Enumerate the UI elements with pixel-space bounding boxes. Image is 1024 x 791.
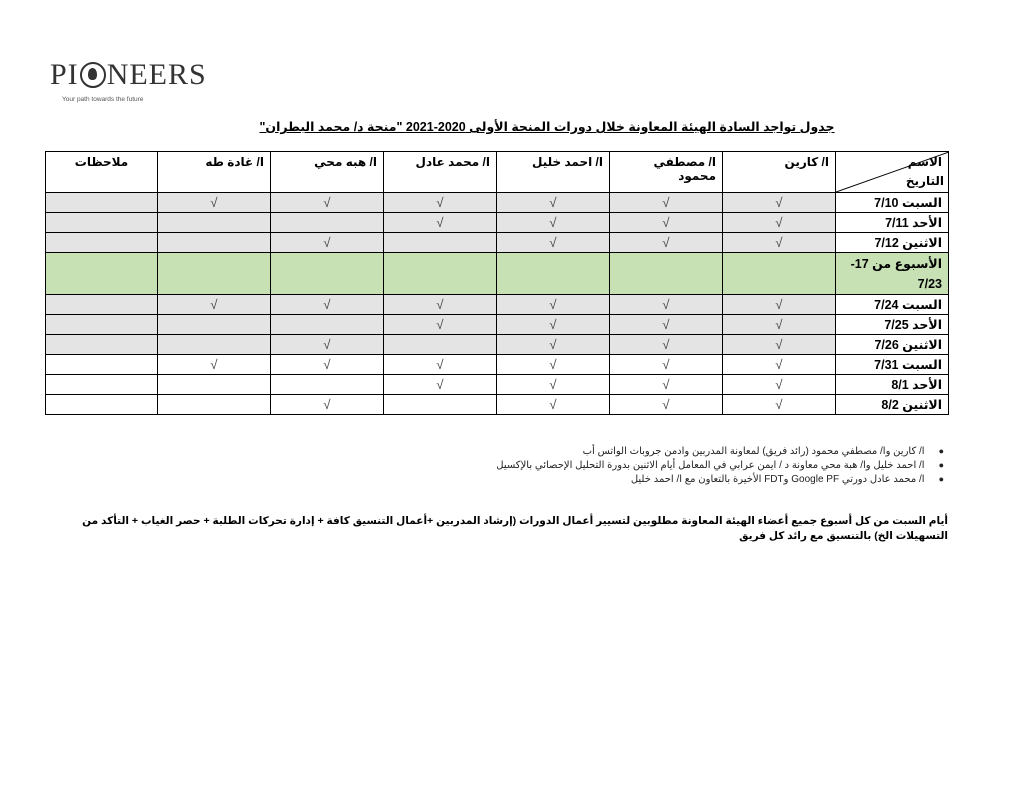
attendance-check-cell: √ [610, 315, 723, 335]
attendance-check-cell: √ [610, 295, 723, 315]
document-title-wrap [0, 118, 1024, 136]
pioneers-logo [50, 60, 207, 103]
attendance-check-cell: √ [723, 193, 836, 213]
date-cell: الاثنين 7/26 [836, 335, 949, 355]
empty-cell [46, 233, 158, 253]
date-cell: الأحد 7/11 [836, 213, 949, 233]
note-item [496, 474, 944, 485]
empty-cell [46, 213, 158, 233]
table-header-row [46, 152, 949, 193]
table-row [46, 335, 949, 355]
date-cell: الأسبوع من 17-7/23 [836, 253, 949, 295]
bullet-icon: ● [938, 446, 944, 456]
empty-cell [158, 213, 271, 233]
attendance-check-cell: √ [384, 375, 497, 395]
note-text: ا/ محمد عادل دورتي Google PF وFDT الأخيرة بالتعاون مع ا/ احمد خليل [630, 474, 925, 485]
attendance-check-cell: √ [610, 355, 723, 375]
table-row [46, 233, 949, 253]
attendance-check-cell: √ [497, 295, 610, 315]
table-body [46, 193, 949, 415]
empty-cell [610, 253, 723, 295]
empty-cell [46, 253, 158, 295]
attendance-check-cell: √ [723, 375, 836, 395]
empty-cell [723, 253, 836, 295]
empty-cell [271, 375, 384, 395]
empty-cell [158, 315, 271, 335]
attendance-check-cell: √ [610, 375, 723, 395]
table-row [46, 193, 949, 213]
attendance-check-cell: √ [158, 193, 271, 213]
attendance-check-cell: √ [610, 395, 723, 415]
attendance-check-cell: √ [723, 335, 836, 355]
attendance-table [45, 151, 949, 415]
empty-cell [46, 335, 158, 355]
attendance-check-cell: √ [384, 315, 497, 335]
empty-cell [158, 253, 271, 295]
date-cell: الأحد 8/1 [836, 375, 949, 395]
empty-cell [271, 315, 384, 335]
attendance-check-cell: √ [723, 355, 836, 375]
attendance-check-cell: √ [158, 355, 271, 375]
empty-cell [158, 233, 271, 253]
document-title: جدول تواجد السادة الهيئة المعاونة خلال دورات المنحة الأولى 2020-2021 "منحة د/ محمد البطران" [259, 120, 835, 134]
bullet-icon: ● [938, 460, 944, 470]
attendance-check-cell: √ [384, 295, 497, 315]
table-row [46, 395, 949, 415]
attendance-check-cell: √ [497, 315, 610, 335]
empty-cell [158, 395, 271, 415]
date-cell: الاثنين 8/2 [836, 395, 949, 415]
logo-tagline: Your path towards the future [62, 96, 144, 103]
empty-cell [497, 253, 610, 295]
name-header-label: الاسم [907, 155, 942, 169]
attendance-check-cell: √ [610, 213, 723, 233]
member-column-header: ا/ غادة طه [158, 152, 271, 193]
member-column-header: ا/ كارين [723, 152, 836, 193]
table-row [46, 213, 949, 233]
attendance-check-cell: √ [723, 295, 836, 315]
attendance-check-cell: √ [723, 395, 836, 415]
note-text: ا/ كارين وا/ مصطفي محمود (رائد فريق) لمعاونة المدربين وادمن جروبات الواتس أب [582, 446, 925, 457]
empty-cell [158, 335, 271, 355]
date-cell: الأحد 7/25 [836, 315, 949, 335]
corner-header [836, 152, 949, 193]
date-cell: السبت 7/31 [836, 355, 949, 375]
date-header-label: التاريخ [905, 174, 944, 188]
empty-cell [384, 253, 497, 295]
attendance-check-cell: √ [497, 233, 610, 253]
attendance-check-cell: √ [271, 355, 384, 375]
attendance-check-cell: √ [384, 193, 497, 213]
attendance-check-cell: √ [384, 213, 497, 233]
attendance-check-cell: √ [497, 395, 610, 415]
empty-cell [271, 253, 384, 295]
table-row [46, 315, 949, 335]
note-item [496, 446, 944, 457]
notes-list [496, 446, 944, 488]
table-row [46, 355, 949, 375]
member-column-header: ا/ محمد عادل [384, 152, 497, 193]
attendance-check-cell: √ [271, 295, 384, 315]
member-column-header: ا/ هبه محي [271, 152, 384, 193]
attendance-check-cell: √ [610, 233, 723, 253]
attendance-check-cell: √ [271, 395, 384, 415]
empty-cell [46, 315, 158, 335]
attendance-check-cell: √ [610, 335, 723, 355]
date-cell: الاثنين 7/12 [836, 233, 949, 253]
empty-cell [46, 295, 158, 315]
attendance-check-cell: √ [271, 193, 384, 213]
table-row [46, 253, 949, 295]
logo-wordmark [50, 60, 207, 90]
footer-note: أيام السبت من كل أسبوع جميع أعضاء الهيئة المعاونة مطلوبين لتسيير أعمال الدورات (إرشاد المدربين +أعمال التنسيق كافة + إدارة تحركات الطلبة + حصر الغياب + التأكد من التسهيلات الخ) بالتنسيق مع رائد كل فريق [82, 515, 948, 542]
globe-icon [80, 62, 106, 88]
date-cell: السبت 7/24 [836, 295, 949, 315]
empty-cell [46, 355, 158, 375]
attendance-check-cell: √ [158, 295, 271, 315]
attendance-check-cell: √ [497, 375, 610, 395]
empty-cell [46, 395, 158, 415]
attendance-check-cell: √ [271, 233, 384, 253]
note-text: ا/ احمد خليل وا/ هبة محي معاونة د / ايمن عرابي في المعامل أيام الاثنين بدورة التحليل الإحصائي بالإكسيل [496, 460, 925, 471]
table-row [46, 375, 949, 395]
logo-text-pre: PI [50, 58, 79, 91]
empty-cell [46, 193, 158, 213]
note-item [496, 460, 944, 471]
attendance-check-cell: √ [723, 233, 836, 253]
table-row [46, 295, 949, 315]
empty-cell [46, 375, 158, 395]
attendance-check-cell: √ [497, 213, 610, 233]
empty-cell [384, 335, 497, 355]
member-column-header: ا/ مصطفي محمود [610, 152, 723, 193]
attendance-check-cell: √ [723, 315, 836, 335]
empty-cell [384, 395, 497, 415]
empty-cell [384, 233, 497, 253]
attendance-check-cell: √ [497, 355, 610, 375]
attendance-check-cell: √ [271, 335, 384, 355]
empty-cell [271, 213, 384, 233]
empty-cell [158, 375, 271, 395]
logo-text-post: NEERS [106, 58, 207, 91]
bullet-icon: ● [938, 474, 944, 484]
date-cell: السبت 7/10 [836, 193, 949, 213]
notes-column-header: ملاحظات [46, 152, 158, 193]
member-column-header: ا/ احمد خليل [497, 152, 610, 193]
attendance-check-cell: √ [723, 213, 836, 233]
attendance-check-cell: √ [610, 193, 723, 213]
attendance-check-cell: √ [497, 193, 610, 213]
attendance-check-cell: √ [497, 335, 610, 355]
attendance-check-cell: √ [384, 355, 497, 375]
